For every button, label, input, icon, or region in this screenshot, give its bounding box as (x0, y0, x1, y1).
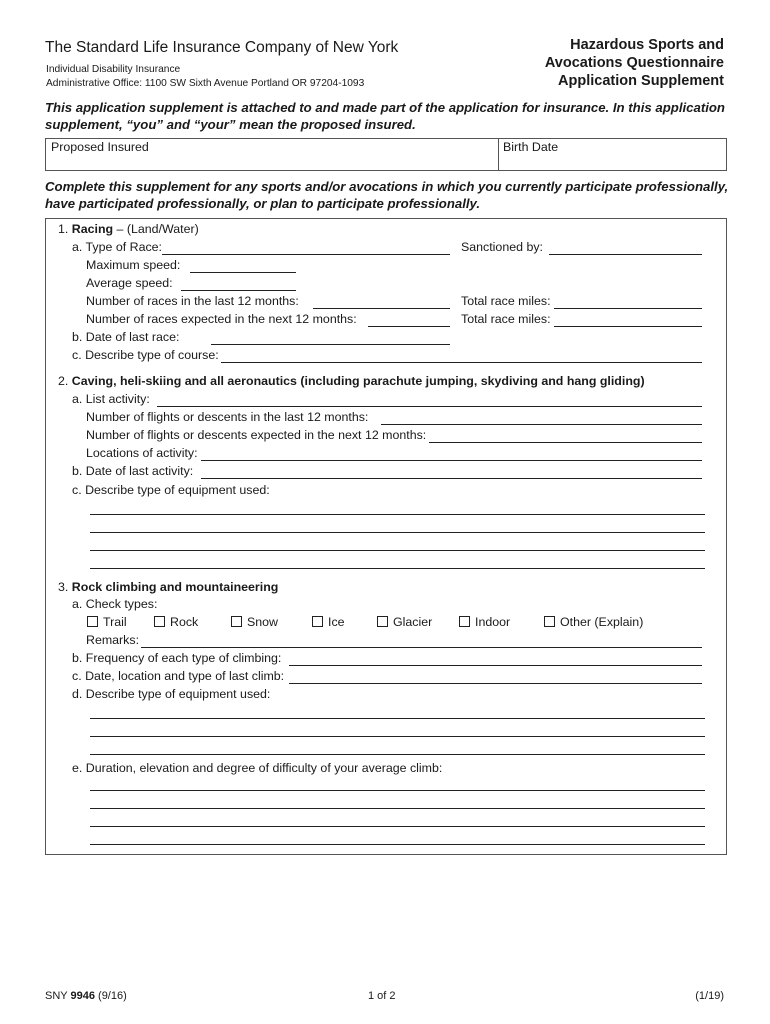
type-of-race-label: a. Type of Race: (72, 240, 163, 254)
company-name: The Standard Life Insurance Company of New York (45, 39, 399, 56)
section-3-number: 3. (58, 580, 69, 594)
sanctioned-by-input[interactable] (549, 254, 702, 255)
flights-next-12-input[interactable] (429, 442, 702, 443)
check-types-label: a. Check types: (72, 597, 158, 611)
equipment-2-line-1[interactable] (90, 514, 705, 515)
checkbox-glacier-label: Glacier (393, 615, 433, 629)
checkbox-ice-label: Ice (328, 615, 345, 629)
section-1-number: 1. (58, 222, 69, 236)
division: Individual Disability Insurance (46, 64, 181, 75)
checkbox-ice[interactable] (312, 616, 323, 627)
proposed-insured-input[interactable] (50, 156, 492, 168)
sanctioned-by-label: Sanctioned by: (461, 240, 543, 254)
date-last-activity-input[interactable] (201, 478, 702, 479)
duration-line-3[interactable] (90, 826, 705, 827)
equipment-2-line-2[interactable] (90, 532, 705, 533)
equipment-2-line-4[interactable] (90, 568, 705, 569)
checkbox-indoor-label: Indoor (475, 615, 511, 629)
type-of-race-input[interactable] (162, 254, 450, 255)
form-title-line-1: Hazardous Sports and (570, 37, 724, 53)
date-last-activity-label: b. Date of last activity: (72, 464, 194, 478)
proposed-insured-label: Proposed Insured (51, 140, 149, 154)
checkbox-other-label: Other (Explain) (560, 615, 644, 629)
date-location-label: c. Date, location and type of last climb: (72, 669, 285, 683)
describe-course-label: c. Describe type of course: (72, 348, 219, 362)
duration-line-4[interactable] (90, 844, 705, 845)
races-next-12-label: Number of races expected in the next 12 months: (86, 312, 357, 326)
avg-speed-input[interactable] (181, 290, 296, 291)
instruction-line-1: Complete this supplement for any sports and/or avocations in which you currently participate professionally, (45, 179, 729, 194)
form-prefix: SNY (45, 990, 71, 1002)
flights-next-12-label: Number of flights or descents expected in the next 12 months: (86, 428, 427, 442)
intro-line-1: This application supplement is attached to and made part of the application for insurance. In this application (45, 100, 725, 115)
equipment-3-line-2[interactable] (90, 736, 705, 737)
equipment-2-label: c. Describe type of equipment used: (72, 483, 270, 497)
section-3-heading (58, 580, 278, 594)
duration-label: e. Duration, elevation and degree of difficulty of your average climb: (72, 761, 443, 775)
instruction-line-2: have participated professionally, or plan to participate professionally. (45, 196, 481, 211)
list-activity-label: a. List activity: (72, 392, 150, 406)
checkbox-snow[interactable] (231, 616, 242, 627)
max-speed-label: Maximum speed: (86, 258, 181, 272)
checkbox-indoor[interactable] (459, 616, 470, 627)
section-2-number: 2. (58, 374, 69, 388)
total-race-miles-label-1: Total race miles: (461, 294, 551, 308)
birth-date-input[interactable] (503, 156, 720, 168)
form-code (45, 990, 127, 1002)
revision-code: (1/19) (695, 990, 724, 1002)
date-location-input[interactable] (289, 683, 702, 684)
races-last-12-input[interactable] (313, 308, 450, 309)
checkbox-rock[interactable] (154, 616, 165, 627)
equipment-3-label: d. Describe type of equipment used: (72, 687, 271, 701)
equipment-3-line-3[interactable] (90, 754, 705, 755)
checkbox-rock-label: Rock (170, 615, 199, 629)
section-2-heading (58, 374, 645, 388)
flights-last-12-label: Number of flights or descents in the last 12 months: (86, 410, 369, 424)
duration-line-2[interactable] (90, 808, 705, 809)
checkbox-trail[interactable] (87, 616, 98, 627)
list-activity-input[interactable] (157, 406, 702, 407)
section-1-title: Racing (71, 222, 114, 236)
form-title-line-3: Application Supplement (558, 73, 724, 89)
insured-box-divider (498, 138, 499, 170)
frequency-label: b. Frequency of each type of climbing: (72, 651, 282, 665)
avg-speed-label: Average speed: (86, 276, 173, 290)
races-last-12-label: Number of races in the last 12 months: (86, 294, 299, 308)
intro-line-2: supplement, “you” and “your” mean the proposed insured. (45, 117, 416, 132)
max-speed-input[interactable] (190, 272, 296, 273)
total-race-miles-label-2: Total race miles: (461, 312, 551, 326)
birth-date-label: Birth Date (503, 140, 559, 154)
checkbox-snow-label: Snow (247, 615, 278, 629)
date-last-race-label: b. Date of last race: (72, 330, 180, 344)
form-number: 9946 (70, 990, 95, 1002)
total-race-miles-input-1[interactable] (554, 308, 702, 309)
checkbox-trail-label: Trail (103, 615, 127, 629)
flights-last-12-input[interactable] (381, 424, 702, 425)
checkbox-glacier[interactable] (377, 616, 388, 627)
section-1-subtitle: – (Land/Water) (113, 222, 199, 236)
remarks-label: Remarks: (86, 633, 140, 647)
section-3-title: Rock climbing and mountaineering (71, 580, 279, 594)
admin-address: Administrative Office: 1100 SW Sixth Avenue Portland OR 97204-1093 (46, 78, 365, 89)
equipment-2-line-3[interactable] (90, 550, 705, 551)
form-date: (9/16) (94, 990, 127, 1002)
describe-course-input[interactable] (221, 362, 702, 363)
frequency-input[interactable] (289, 665, 702, 666)
duration-line-1[interactable] (90, 790, 705, 791)
section-2-title: Caving, heli-skiing and all aeronautics (including parachute jumping, skydiving and hang gliding) (71, 374, 645, 388)
remarks-input[interactable] (141, 647, 702, 648)
section-1-heading (58, 222, 199, 236)
locations-label: Locations of activity: (86, 446, 198, 460)
locations-input[interactable] (201, 460, 702, 461)
date-last-race-input[interactable] (211, 344, 450, 345)
page-number: 1 of 2 (368, 990, 396, 1002)
races-next-12-input[interactable] (368, 326, 450, 327)
form-title-line-2: Avocations Questionnaire (544, 55, 724, 71)
equipment-3-line-1[interactable] (90, 718, 705, 719)
total-race-miles-input-2[interactable] (554, 326, 702, 327)
checkbox-other[interactable] (544, 616, 555, 627)
